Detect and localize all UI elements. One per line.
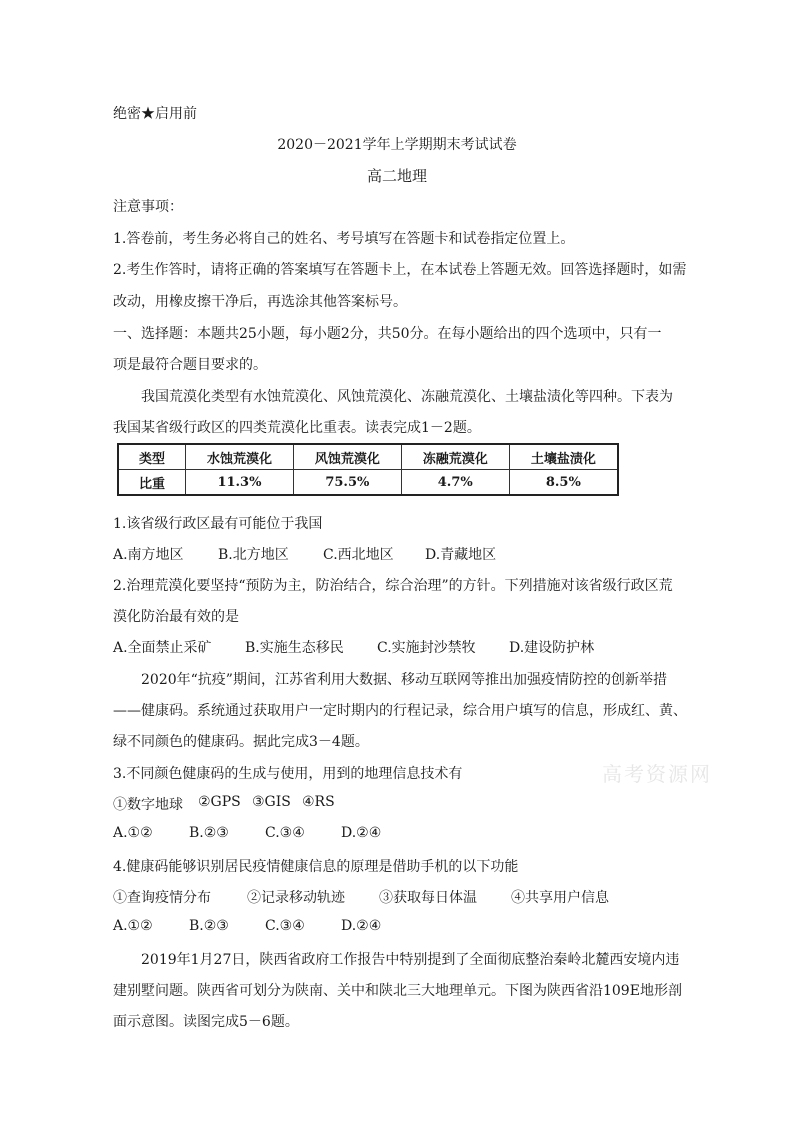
- notes-item-2-line-2: 改动，用橡皮擦干净后，再选涂其他答案标号。: [113, 294, 407, 310]
- question-1-option-d: D.青藏地区: [425, 547, 497, 563]
- table-value-cell: 75.5%: [293, 470, 401, 496]
- passage-3-line-2: 建别墅问题。陕西省可划分为陕南、关中和陕北三大地理单元。下图为陕西省沿109E地形剖: [113, 983, 682, 999]
- question-3-option-b: B.②③: [189, 825, 229, 841]
- question-4-choice-4: ④共享用户信息: [511, 890, 609, 906]
- table-value-row: [118, 470, 618, 496]
- question-3-choice-2: ②GPS: [198, 794, 241, 810]
- table-header-cell: 风蚀荒漠化: [293, 444, 401, 470]
- passage-3-line-3: 面示意图。读图完成5－6题。: [113, 1014, 299, 1030]
- question-1-stem: 1.该省级行政区最有可能位于我国: [113, 516, 323, 532]
- question-4-stem: 4.健康码能够识别居民疫情健康信息的原理是借助手机的以下功能: [113, 859, 519, 875]
- table-cell-ratio-label: 比重: [118, 470, 186, 496]
- question-2-option-a: A.全面禁止采矿: [113, 640, 212, 656]
- question-3-stem: 3.不同颜色健康码的生成与使用，用到的地理信息技术有: [113, 766, 463, 782]
- notes-heading: 注意事项：: [113, 199, 183, 215]
- section-heading-line-1: 一、选择题：本题共25小题，每小题2分，共50分。在每小题给出的四个选项中，只有一: [113, 326, 662, 342]
- question-3-choice-3: ③GIS: [252, 794, 291, 810]
- question-4-option-b: B.②③: [189, 918, 229, 934]
- question-2-option-d: D.建设防护林: [509, 640, 595, 656]
- question-2-stem-line-2: 漠化防治最有效的是: [113, 609, 239, 625]
- question-1-option-b: B.北方地区: [218, 547, 289, 563]
- question-2-stem-line-1: 2.治理荒漠化要坚持“预防为主，防治结合，综合治理”的方针。下列措施对该省级行政区荒: [113, 578, 673, 594]
- table-header-cell: 土壤盐渍化: [509, 444, 618, 470]
- question-3-option-a: A.①②: [113, 825, 153, 841]
- passage-2-line-1: 2020年“抗疫”期间，江苏省利用大数据、移动互联网等推出加强疫情防控的创新举措: [141, 672, 667, 688]
- passage-2-line-2: ——健康码。系统通过获取用户一定时期内的行程记录，综合用户填写的信息，形成红、黄、: [113, 703, 687, 719]
- question-2-option-b: B.实施生态移民: [245, 640, 344, 656]
- question-4-choice-3: ③获取每日体温: [379, 890, 477, 906]
- desertification-ratio-table: [117, 443, 619, 496]
- table-value-cell: 11.3%: [186, 470, 294, 496]
- notes-item-1: 1.答卷前，考生务必将自己的姓名、考号填写在答题卡和试卷指定位置上。: [113, 231, 575, 247]
- table-value-cell: 4.7%: [401, 470, 509, 496]
- table-header-cell: 冻融荒漠化: [401, 444, 509, 470]
- question-4-choice-2: ②记录移动轨迹: [247, 890, 345, 906]
- exam-title: 2020－2021学年上学期期末考试试卷: [277, 137, 517, 153]
- table-header-row: [118, 444, 618, 470]
- table-cell-type-label: 类型: [118, 444, 186, 470]
- notes-item-2-line-1: 2.考生作答时，请将正确的答案填写在答题卡上，在本试卷上答题无效。回答选择题时，如需: [113, 262, 687, 278]
- table-header-cell: 水蚀荒漠化: [186, 444, 294, 470]
- confidential-mark: 绝密★启用前: [113, 106, 197, 122]
- question-4-option-a: A.①②: [113, 918, 153, 934]
- watermark: 高考资源网: [602, 762, 712, 786]
- passage-1-line-2: 我国某省级行政区的四类荒漠化比重表。读表完成1－2题。: [113, 420, 481, 436]
- table-value-cell: 8.5%: [509, 470, 618, 496]
- passage-1-line-1: 我国荒漠化类型有水蚀荒漠化、风蚀荒漠化、冻融荒漠化、土壤盐渍化等四种。下表为: [141, 389, 673, 405]
- exam-subject: 高二地理: [366, 167, 427, 185]
- question-1-option-a: A.南方地区: [113, 547, 184, 563]
- question-4-choice-1: ①查询疫情分布: [113, 890, 211, 906]
- section-heading-line-2: 项是最符合题目要求的。: [113, 357, 267, 373]
- passage-2-line-3: 绿不同颜色的健康码。据此完成3－4题。: [113, 734, 369, 750]
- question-1-option-c: C.西北地区: [323, 547, 394, 563]
- question-2-option-c: C.实施封沙禁牧: [377, 640, 476, 656]
- question-3-choice-1: ①数字地球: [113, 797, 183, 813]
- passage-3-line-1: 2019年1月27日，陕西省政府工作报告中特别提到了全面彻底整治秦岭北麓西安境内违: [141, 952, 680, 968]
- question-3-option-c: C.③④: [265, 825, 305, 841]
- question-3-option-d: D.②④: [341, 825, 382, 841]
- question-3-choice-4: ④RS: [302, 794, 335, 810]
- question-4-option-d: D.②④: [341, 918, 382, 934]
- question-4-option-c: C.③④: [265, 918, 305, 934]
